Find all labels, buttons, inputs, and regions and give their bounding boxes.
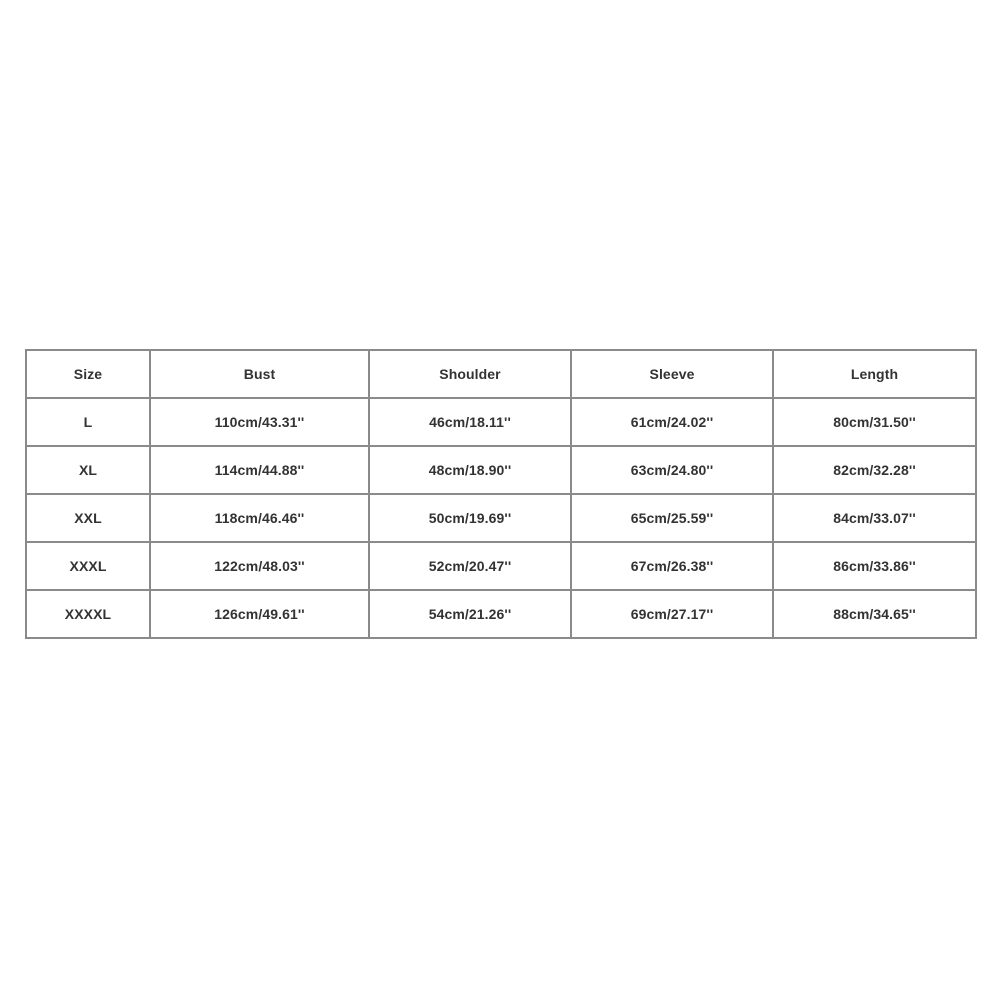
cell-size: XXXL [26, 542, 150, 590]
cell-bust: 122cm/48.03'' [150, 542, 369, 590]
cell-bust: 114cm/44.88'' [150, 446, 369, 494]
cell-length: 86cm/33.86'' [773, 542, 976, 590]
cell-size: XXXXL [26, 590, 150, 638]
cell-size: XL [26, 446, 150, 494]
size-chart-table [25, 349, 977, 639]
cell-bust: 110cm/43.31'' [150, 398, 369, 446]
cell-size: L [26, 398, 150, 446]
cell-shoulder: 46cm/18.11'' [369, 398, 571, 446]
cell-bust: 118cm/46.46'' [150, 494, 369, 542]
cell-length: 88cm/34.65'' [773, 590, 976, 638]
cell-bust: 126cm/49.61'' [150, 590, 369, 638]
cell-sleeve: 65cm/25.59'' [571, 494, 773, 542]
table-row [26, 542, 976, 590]
cell-size: XXL [26, 494, 150, 542]
cell-shoulder: 48cm/18.90'' [369, 446, 571, 494]
table-row [26, 494, 976, 542]
header-size: Size [26, 350, 150, 398]
table-header-row [26, 350, 976, 398]
cell-length: 80cm/31.50'' [773, 398, 976, 446]
table-row [26, 590, 976, 638]
cell-sleeve: 63cm/24.80'' [571, 446, 773, 494]
cell-shoulder: 52cm/20.47'' [369, 542, 571, 590]
header-bust: Bust [150, 350, 369, 398]
cell-sleeve: 61cm/24.02'' [571, 398, 773, 446]
header-length: Length [773, 350, 976, 398]
table-row [26, 398, 976, 446]
header-shoulder: Shoulder [369, 350, 571, 398]
cell-length: 84cm/33.07'' [773, 494, 976, 542]
cell-shoulder: 50cm/19.69'' [369, 494, 571, 542]
cell-sleeve: 67cm/26.38'' [571, 542, 773, 590]
cell-shoulder: 54cm/21.26'' [369, 590, 571, 638]
header-sleeve: Sleeve [571, 350, 773, 398]
table-row [26, 446, 976, 494]
cell-sleeve: 69cm/27.17'' [571, 590, 773, 638]
cell-length: 82cm/32.28'' [773, 446, 976, 494]
